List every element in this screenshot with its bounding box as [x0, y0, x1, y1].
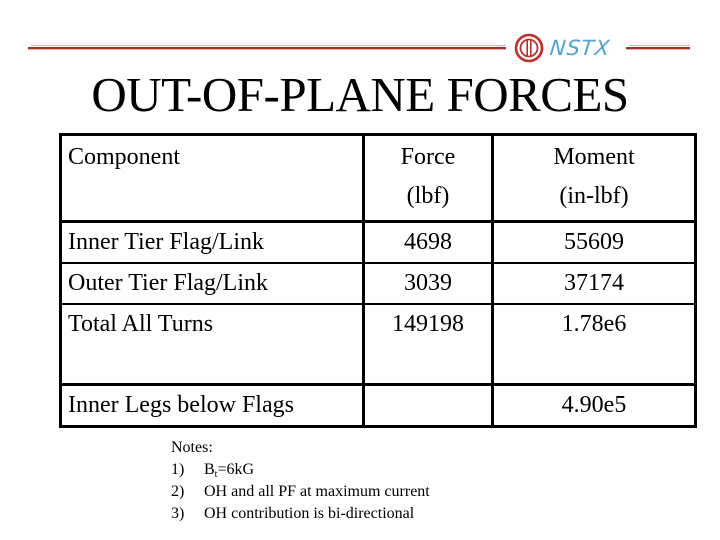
cell-moment: 55609	[493, 222, 696, 264]
logo-text: NSTX	[548, 36, 612, 60]
cell-component: Total All Turns	[61, 304, 364, 385]
header-label: Component	[68, 144, 180, 170]
forces-table	[59, 133, 697, 428]
cell-force: 3039	[364, 263, 493, 304]
table-row	[61, 385, 696, 427]
note-text: OH and all PF at maximum current	[204, 483, 430, 500]
column-header-moment	[493, 135, 696, 222]
table-row	[61, 304, 696, 385]
note-item	[171, 503, 430, 525]
note-text-tail: =6kG	[217, 461, 255, 478]
cell-moment: 37174	[493, 263, 696, 304]
cell-force: 149198	[364, 304, 493, 385]
column-header-force	[364, 135, 493, 222]
note-number: 2)	[171, 483, 185, 500]
header-label: Force	[400, 144, 456, 170]
column-header-component	[61, 135, 364, 222]
nstx-logo	[514, 33, 610, 63]
note-text-main: B	[204, 461, 215, 478]
note-item	[171, 459, 430, 481]
page-title: OUT-OF-PLANE FORCES	[91, 67, 629, 122]
notes	[171, 437, 430, 525]
cell-component: Outer Tier Flag/Link	[61, 263, 364, 304]
note-text	[204, 459, 254, 481]
table-row	[61, 263, 696, 304]
cell-force	[364, 385, 493, 427]
cell-moment: 4.90e5	[493, 385, 696, 427]
note-item	[171, 481, 430, 503]
cell-component: Inner Tier Flag/Link	[61, 222, 364, 264]
note-number: 1)	[171, 461, 185, 478]
note-text: OH contribution is bi-directional	[204, 505, 415, 522]
cell-force: 4698	[364, 222, 493, 264]
header-unit: (lbf)	[406, 183, 450, 209]
nstx-emblem-icon	[514, 33, 544, 63]
header-rule-right	[626, 47, 690, 50]
header-unit: (in-lbf)	[559, 183, 629, 209]
note-number: 3)	[171, 505, 185, 522]
table-header-row	[61, 135, 696, 222]
note-subscript: t	[214, 469, 218, 480]
cell-moment: 1.78e6	[493, 304, 696, 385]
cell-component: Inner Legs below Flags	[68, 392, 294, 418]
table-row	[61, 222, 696, 264]
notes-heading: Notes:	[171, 439, 213, 456]
header-label: Moment	[553, 144, 635, 170]
header-rule-left	[28, 47, 506, 50]
